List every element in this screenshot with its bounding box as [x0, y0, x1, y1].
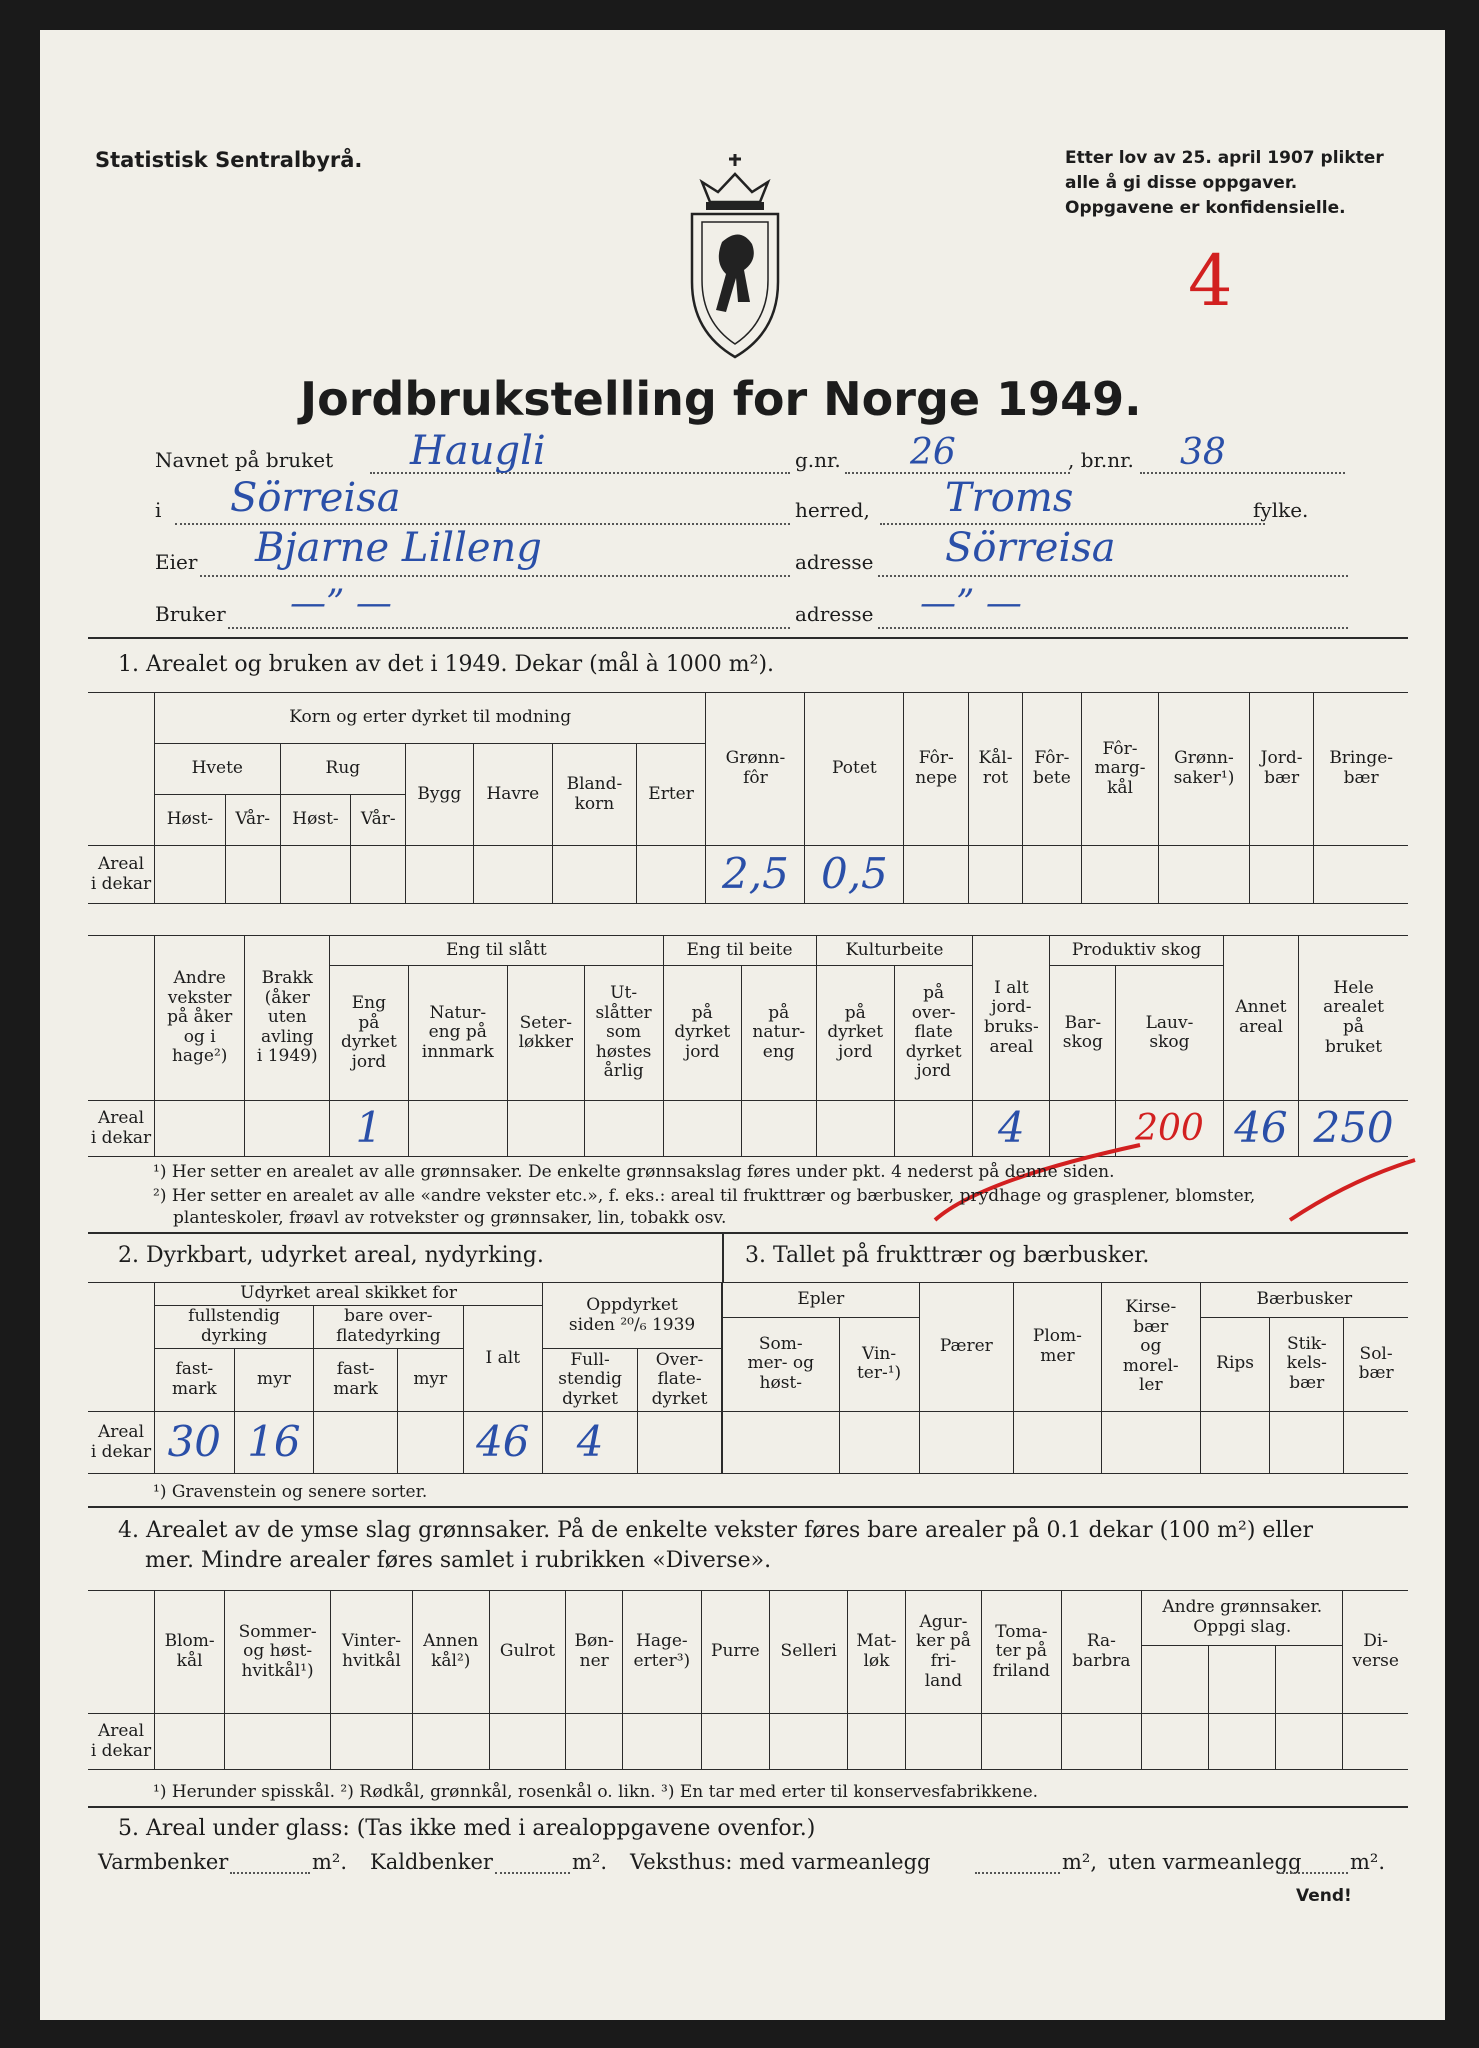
owner-label: Eier	[155, 550, 198, 574]
header-epler: Epler	[723, 1283, 920, 1318]
header-veg: Annen kål²)	[412, 1591, 489, 1714]
veksthus-label: Veksthus: med varmeanlegg	[630, 1850, 931, 1874]
farm-name-value: Haugli	[410, 428, 546, 474]
user-value: —” —	[290, 583, 392, 624]
legal-line: Etter lov av 25. april 1907 plikter	[1065, 148, 1384, 168]
user-address-label: adresse	[795, 602, 874, 626]
table-arable	[88, 1282, 722, 1474]
header-bare: bare over- flatedyrking	[314, 1306, 463, 1349]
section-3-heading: 3. Tallet på frukttrær og bærbusker.	[745, 1243, 1150, 1268]
municipality-label: i	[155, 498, 162, 522]
section-divider	[88, 1506, 1408, 1508]
footnote-gravenstein: ¹) Gravenstein og senere sorter.	[153, 1482, 428, 1502]
header-rug-host: Høst-	[280, 795, 351, 846]
header-hele: Hele arealet på bruket	[1299, 936, 1408, 1101]
header-gronnfor: Grønn- fôr	[706, 693, 805, 846]
section-divider	[88, 1806, 1408, 1808]
header-kb-overflate: på over- flate dyrket jord	[894, 966, 972, 1101]
header-kirsebaer: Kirse- bær og morel- ler	[1101, 1283, 1200, 1412]
table-fruit	[722, 1282, 1408, 1474]
header-rug: Rug	[280, 744, 406, 795]
user-address-value: —” —	[920, 583, 1022, 624]
agency-name: Statistisk Sentralbyrå.	[95, 148, 363, 172]
footnote-2: ²) Her setter en arealet av alle «andre vekster etc.», f. eks.: areal til frukttrær og bærbusker, prydhage og grasplener, blomster,	[153, 1186, 1256, 1206]
owner-address-label: adresse	[795, 550, 874, 574]
section-divider	[88, 637, 1408, 639]
header-veg: Bøn- ner	[566, 1591, 623, 1714]
coat-of-arms-icon	[680, 152, 790, 362]
value-full[interactable]: 4	[543, 1412, 638, 1474]
header-hvete-var: Vår-	[225, 795, 280, 846]
herred-label: herred,	[795, 498, 870, 522]
header-beite-dyrket: på dyrket jord	[663, 966, 741, 1101]
header-seter: Seter- løkker	[507, 966, 584, 1101]
gnr-value: 26	[910, 432, 956, 473]
value-fastmark[interactable]: 30	[155, 1412, 235, 1474]
farm-name-label: Navnet på bruket	[155, 448, 334, 472]
header-full: Full- stendig dyrket	[543, 1349, 638, 1412]
header-paerer: Pærer	[919, 1283, 1013, 1412]
header-fullstendig: fullstendig dyrking	[155, 1306, 314, 1349]
section-4-heading: 4. Arealet av de ymse slag grønnsaker. På de enkelte vekster føres bare arealer på 0.1 dekar (100 m²) eller	[118, 1518, 1314, 1543]
value-hele[interactable]: 250	[1299, 1101, 1408, 1157]
value-gronnfor[interactable]: 2,5	[706, 846, 805, 904]
section-4-heading-cont: mer. Mindre arealer føres samlet i rubrikken «Diverse».	[145, 1548, 772, 1573]
value-eng-dyrket[interactable]: 1	[330, 1101, 408, 1157]
value-potet[interactable]: 0,5	[805, 846, 904, 904]
header-veg: Gulrot	[489, 1591, 566, 1714]
header-veg: Hage- erter³)	[623, 1591, 702, 1714]
header-over: Over- flate- dyrket	[638, 1349, 722, 1412]
header-veg: Ra- barbra	[1061, 1591, 1142, 1714]
header-andre-vekster: Andre vekster på åker og i hage²)	[155, 936, 245, 1101]
header-baerbusker: Bærbusker	[1200, 1283, 1408, 1318]
header-barskog: Bar- skog	[1050, 966, 1116, 1101]
municipality-value: Sörreisa	[230, 475, 401, 521]
header-hvete-host: Høst-	[155, 795, 226, 846]
row-label: Areal i dekar	[88, 1412, 155, 1474]
section-5-heading: 5. Areal under glass: (Tas ikke med i arealoppgavene ovenfor.)	[118, 1816, 816, 1841]
header-kalrot: Kål- rot	[969, 693, 1023, 846]
form-title: Jordbrukstelling for Norge 1949.	[300, 372, 1142, 426]
header-udyrket: Udyrket areal skikket for	[155, 1283, 543, 1306]
row-label: Areal i dekar	[88, 1101, 155, 1157]
value-ialt[interactable]: 4	[973, 1101, 1050, 1157]
header-myr: myr	[397, 1349, 463, 1412]
header-ialt: I alt	[463, 1306, 543, 1412]
unit-m2: m².	[312, 1850, 348, 1874]
footnote-vegetables: ¹) Herunder spisskål. ²) Rødkål, grønnkål, rosenkål o. likn. ³) En tar med erter til konservesfabrikkene.	[153, 1782, 1039, 1802]
header-annet: Annet areal	[1223, 936, 1298, 1101]
header-andre-gronnsaker: Andre grønnsaker. Oppgi slag.	[1142, 1591, 1343, 1646]
header-hvete: Hvete	[155, 744, 281, 795]
unit-m2: m².	[572, 1850, 608, 1874]
table-crops	[88, 692, 1408, 904]
header-potet: Potet	[805, 693, 904, 846]
header-natureng: Natur- eng på innmark	[408, 966, 507, 1101]
value-lauvskog[interactable]: 200	[1116, 1101, 1223, 1157]
header-vinter: Vin- ter-¹)	[839, 1317, 919, 1411]
header-plommer: Plom- mer	[1013, 1283, 1101, 1412]
header-jordbaer: Jord- bær	[1249, 693, 1314, 846]
header-blandkorn: Bland- korn	[553, 744, 637, 846]
section-2-heading: 2. Dyrkbart, udyrket areal, nydyrking.	[118, 1243, 544, 1268]
header-veg: Vinter- hvitkål	[331, 1591, 413, 1714]
kaldbenker-label: Kaldbenker	[370, 1850, 493, 1874]
header-bringebaer: Bringe- bær	[1314, 693, 1408, 846]
header-solbaer: Sol- bær	[1344, 1317, 1408, 1411]
owner-value: Bjarne Lilleng	[255, 525, 542, 571]
header-gronnsaker: Grønn- saker¹)	[1159, 693, 1250, 846]
header-oppdyrket: Oppdyrket siden ²⁰/₆ 1939	[543, 1283, 722, 1349]
brnr-label: , br.nr.	[1068, 448, 1134, 472]
legal-line: Oppgavene er konfidensielle.	[1065, 198, 1346, 218]
header-fastmark: fast- mark	[314, 1349, 398, 1412]
header-veg: Selleri	[770, 1591, 848, 1714]
header-grain: Korn og erter dyrket til modning	[155, 693, 706, 744]
header-rug-var: Vår-	[351, 795, 406, 846]
turn-over-note: Vend!	[1296, 1886, 1352, 1906]
header-kb-dyrket: på dyrket jord	[816, 966, 894, 1101]
header-veg: Toma- ter på friland	[982, 1591, 1061, 1714]
header-veg: Sommer- og høst- hvitkål¹)	[225, 1591, 331, 1714]
header-ialt: I alt jord- bruks- areal	[973, 936, 1050, 1101]
fylke-label: fylke.	[1253, 498, 1309, 522]
uten-varme-label: uten varmeanlegg	[1108, 1850, 1302, 1874]
header-forbete: Fôr- bete	[1022, 693, 1081, 846]
header-lauvskog: Lauv- skog	[1116, 966, 1223, 1101]
header-beite-natureng: på natur- eng	[742, 966, 817, 1101]
header-myr: myr	[234, 1349, 314, 1412]
varmbenker-label: Varmbenker	[98, 1850, 229, 1874]
footnote-1: ¹) Her setter en arealet av alle grønnsaker. De enkelte grønnsakslag føres under pkt. 4 nederst på denne siden.	[153, 1162, 1115, 1182]
header-stikkels: Stik- kels- bær	[1270, 1317, 1344, 1411]
unit-m2: m²,	[1062, 1850, 1098, 1874]
footnote-2-cont: planteskoler, frøavl av rotvekster og grønnsaker, lin, tobakk osv.	[173, 1208, 727, 1228]
header-fastmark: fast- mark	[155, 1349, 235, 1412]
gnr-label: g.nr.	[795, 448, 841, 472]
county-value: Troms	[945, 475, 1074, 521]
row-label: Areal i dekar	[88, 1714, 155, 1770]
header-kulturbeite: Kulturbeite	[816, 936, 973, 966]
section-1-heading: 1. Arealet og bruken av det i 1949. Dekar (mål à 1000 m²).	[118, 652, 775, 677]
value-myr[interactable]: 16	[234, 1412, 314, 1474]
table-vegetables	[88, 1590, 1408, 1770]
row-label: Areal i dekar	[88, 846, 155, 904]
header-prodskog: Produktiv skog	[1050, 936, 1223, 966]
header-sommer: Som- mer- og høst-	[723, 1317, 840, 1411]
owner-address-value: Sörreisa	[945, 525, 1116, 571]
header-veg: Mat- løk	[848, 1591, 906, 1714]
page-mark: 4	[1188, 240, 1233, 322]
header-utslatter: Ut- slåtter som høstes årlig	[584, 966, 663, 1101]
header-brakk: Brakk (åker uten avling i 1949)	[245, 936, 330, 1101]
legal-notice	[1065, 146, 1384, 221]
header-eng-beite: Eng til beite	[663, 936, 816, 966]
header-veg: Agur- ker på fri- land	[905, 1591, 981, 1714]
header-bygg: Bygg	[406, 744, 473, 846]
section-divider	[88, 1232, 1408, 1234]
header-formargkal: Fôr- marg- kål	[1081, 693, 1158, 846]
user-label: Bruker	[155, 602, 226, 626]
header-eng-slatt: Eng til slått	[330, 936, 663, 966]
header-havre: Havre	[473, 744, 553, 846]
header-diverse: Di- verse	[1343, 1591, 1408, 1714]
header-erter: Erter	[636, 744, 706, 846]
header-rips: Rips	[1200, 1317, 1270, 1411]
legal-line: alle å gi disse oppgaver.	[1065, 173, 1298, 193]
header-fornepe: Fôr- nepe	[904, 693, 969, 846]
value-ialt[interactable]: 46	[463, 1412, 543, 1474]
brnr-value: 38	[1180, 432, 1226, 473]
header-veg: Purre	[701, 1591, 769, 1714]
value-annet[interactable]: 46	[1223, 1101, 1298, 1157]
form-page	[40, 30, 1445, 2020]
header-eng-dyrket: Eng på dyrket jord	[330, 966, 408, 1101]
unit-m2: m².	[1350, 1850, 1386, 1874]
header-veg: Blom- kål	[155, 1591, 225, 1714]
